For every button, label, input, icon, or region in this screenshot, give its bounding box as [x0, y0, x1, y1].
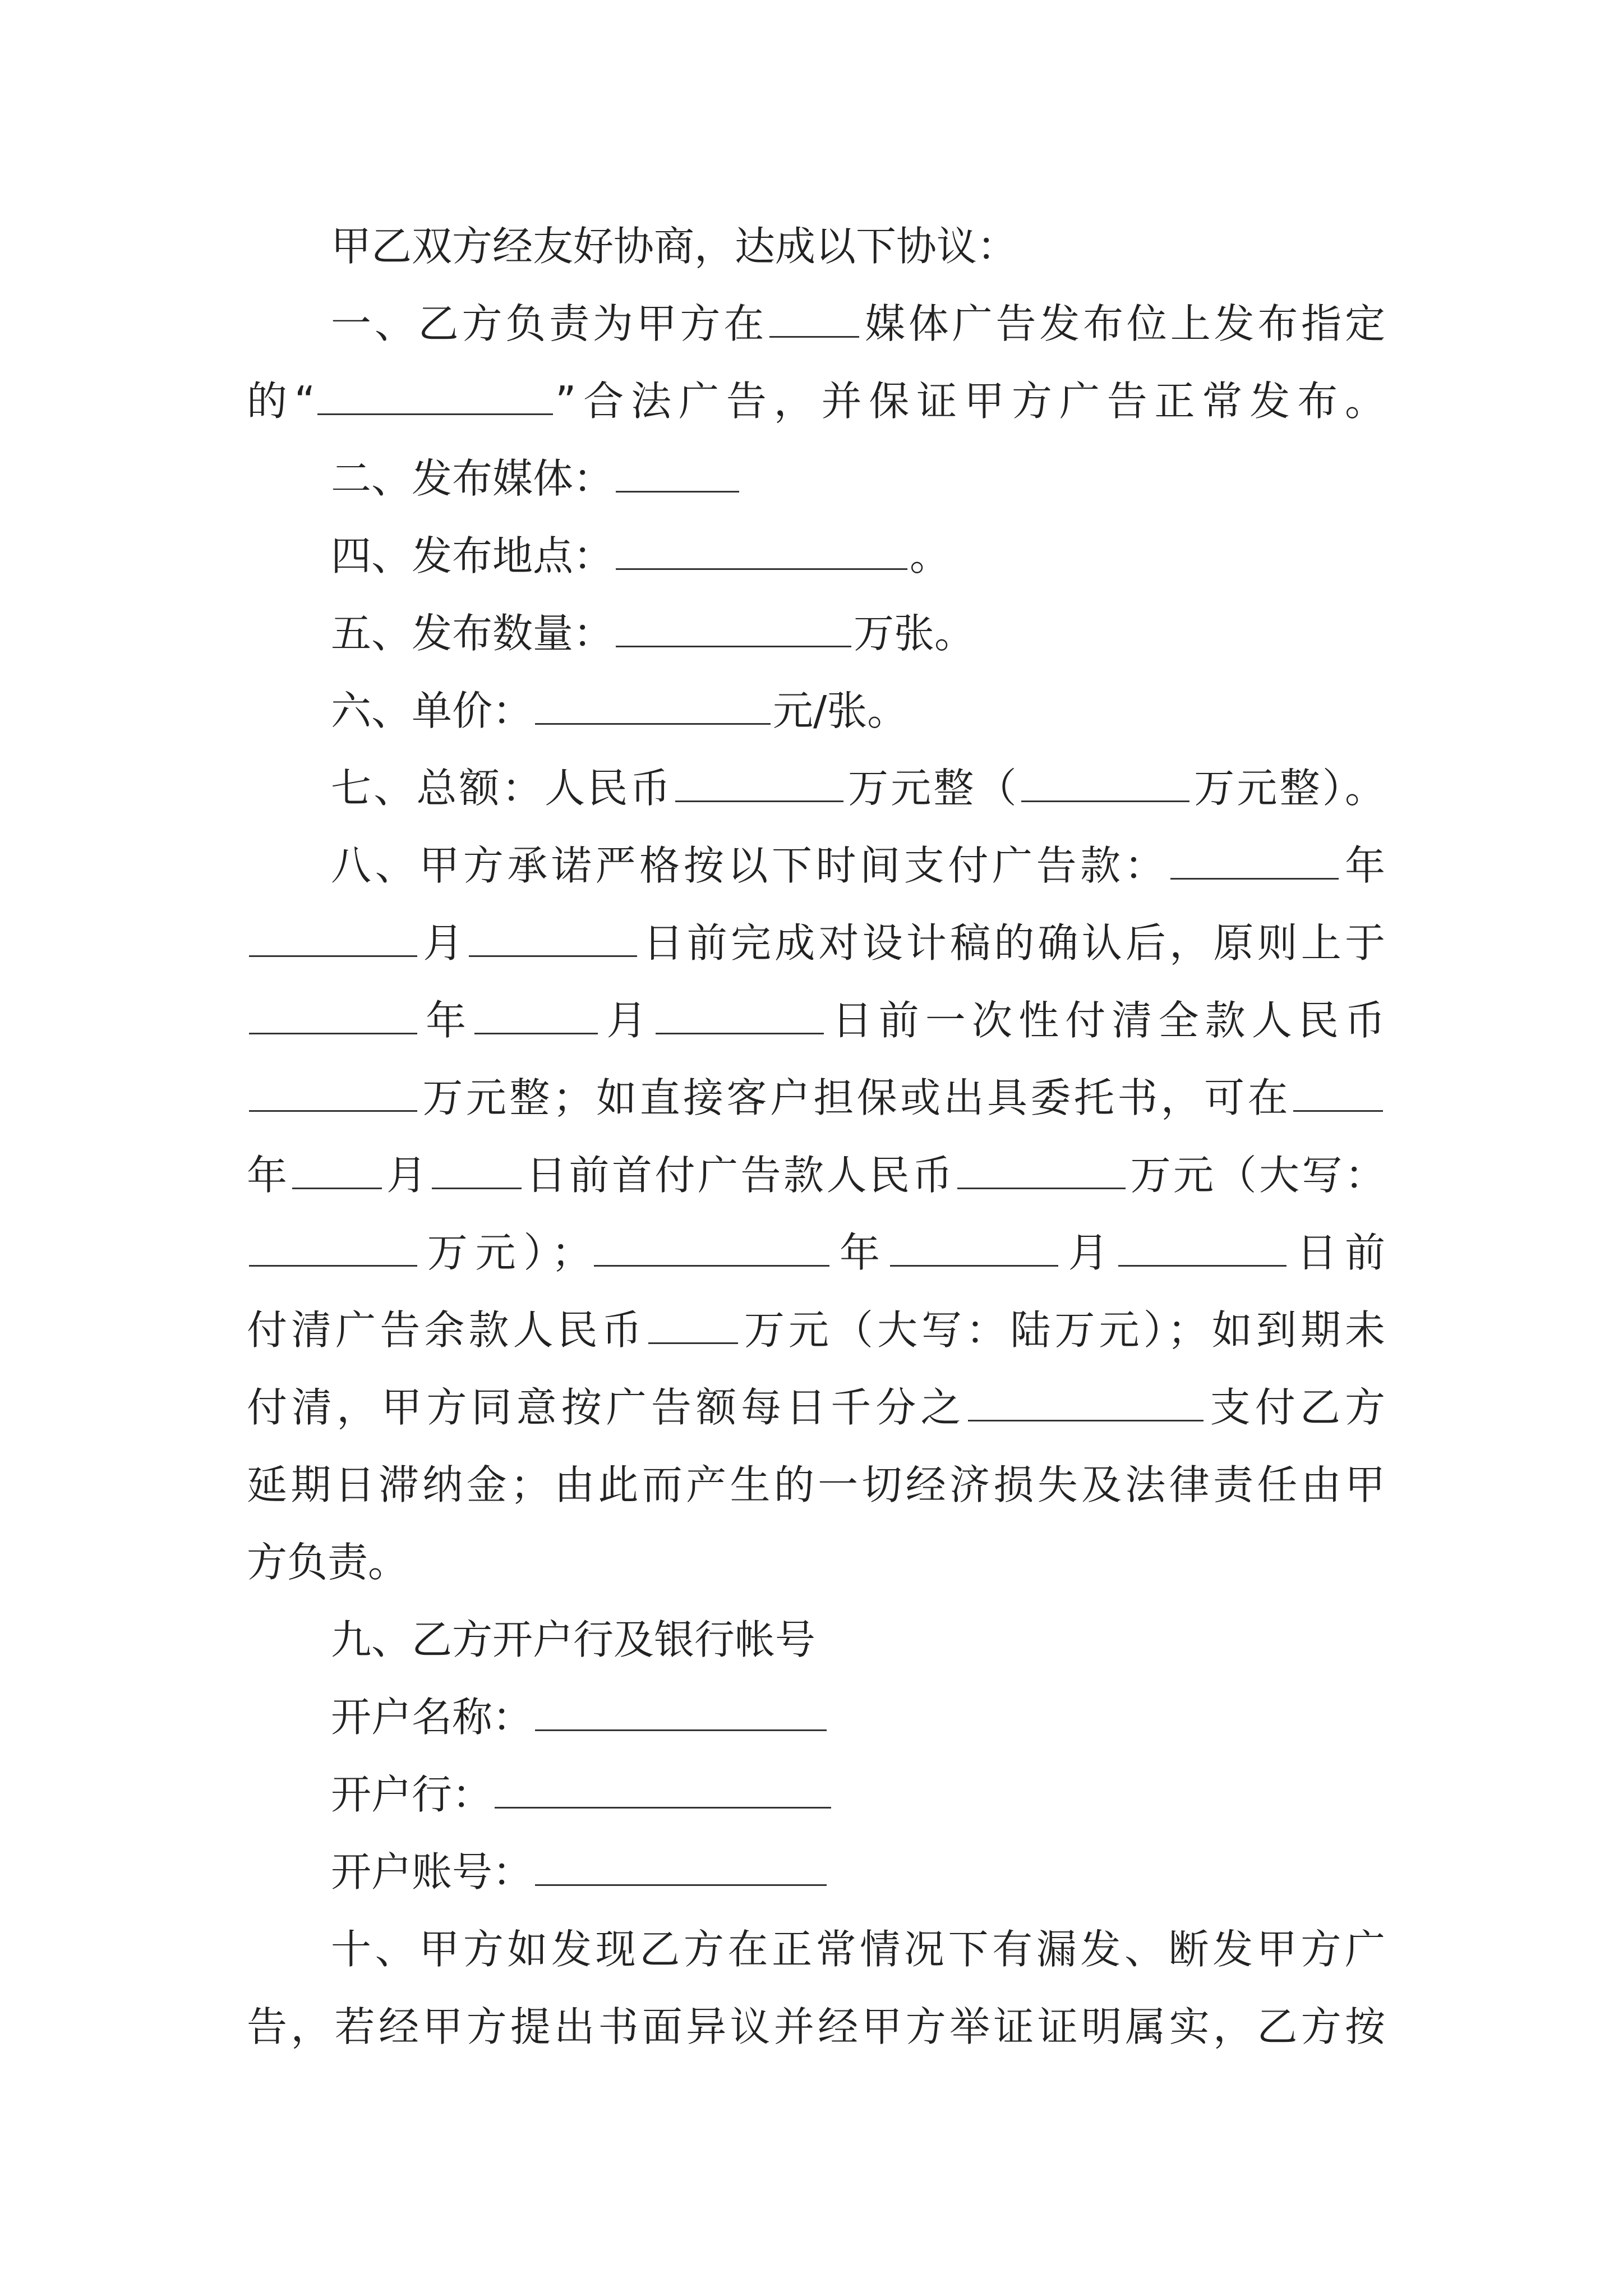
clause-1-line-2: 的“ ”合法广告，并保证甲方广告正常发布。 [247, 378, 1385, 425]
clause-4: 四、发布地点： 。 [331, 532, 951, 579]
blank-account-name [535, 1729, 827, 1731]
contract-page [247, 208, 1385, 2065]
clause-8-line-1: 八、甲方承诺严格按以下时间支付广告款： 年 [331, 842, 1385, 889]
clause-10-line-1: 十、甲方如发现乙方在正常情况下有漏发、断发甲方广 [331, 1926, 1385, 1973]
intro-text: 甲乙双方经友好协商，达成以下协议： [331, 223, 1018, 270]
clause-1-line-1: 一、乙方负责为甲方在 媒体广告发布位上发布指定 [331, 300, 1385, 347]
account-number-line: 开户账号： [247, 1833, 1385, 1911]
blank-media-name [769, 335, 859, 338]
clause-8-line-9: 延期日滞纳金；由此而产生的一切经济损失及法律责任由甲 [247, 1461, 1385, 1508]
blank-quantity [616, 645, 851, 647]
clause-8-line-5: 年 月 日前首付广告款人民币 万元（大写： [247, 1152, 1385, 1199]
paragraph-intro [247, 208, 1385, 285]
blank-unit-price [535, 723, 771, 725]
blank-total [675, 800, 843, 802]
clause-8-line-10: 方负责。 [247, 1539, 409, 1586]
clause-9: 九、乙方开户行及银行帐号 [331, 1616, 816, 1663]
blank-total-uppercase [1021, 800, 1189, 802]
clause-8-line-3: 年 月 日前一次性付清全款人民币 [247, 982, 1385, 1059]
clause-8-line-8: 付清，甲方同意按广告额每日千分之 支付乙方 [247, 1384, 1385, 1431]
bank-line: 开户行： [247, 1756, 1385, 1833]
blank-ad-name [317, 413, 553, 415]
clause-5: 五、发布数量： 万张。 [331, 610, 975, 657]
clause-7: 七、总额：人民币 万元整（ 万元整）。 [331, 765, 1385, 812]
clause-8-line-2: 月 日前完成对设计稿的确认后，原则上于 [247, 904, 1385, 982]
blank-bank [495, 1806, 831, 1809]
clause-10-line-2: 告，若经甲方提出书面异议并经甲方举证证明属实，乙方按 [247, 2003, 1385, 2050]
account-name-line: 开户名称： [247, 1678, 1385, 1756]
clause-6: 六、单价： 元/张。 [331, 687, 908, 734]
clause-2: 二、发布媒体： [247, 440, 1385, 517]
blank-media [616, 490, 739, 493]
clause-8-line-6: 万元）； 年 月 日前 [247, 1214, 1385, 1291]
blank-account-number [535, 1884, 827, 1886]
clause-8-line-7: 付清广告余款人民币 万元（大写：陆万元）；如到期未 [247, 1306, 1385, 1354]
blank-location [616, 568, 907, 570]
clause-8-line-4: 万元整；如直接客户担保或出具委托书，可在 [247, 1059, 1385, 1137]
